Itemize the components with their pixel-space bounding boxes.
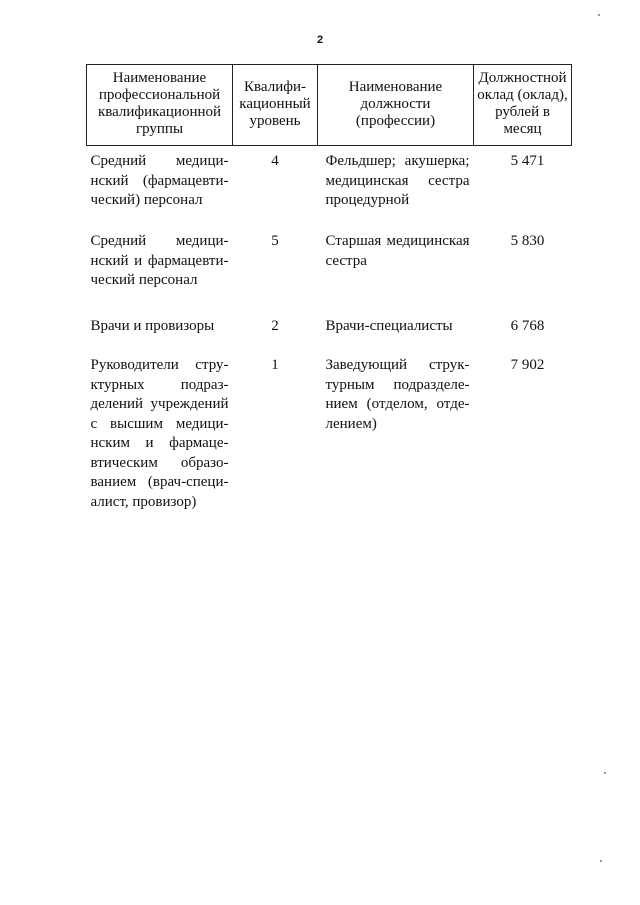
cell-group: Руководители стру-ктурных подраз-делений учреждений с высшим медици-нским и фармаце-втическим образо-ванием (врач-специ-алист, провизор) bbox=[90, 357, 229, 510]
cell-salary: 5 471 bbox=[510, 153, 545, 169]
table-row bbox=[87, 232, 572, 317]
header-position: Наименование должности (профессии) bbox=[318, 65, 474, 146]
table-header-row bbox=[87, 65, 572, 146]
cell-level: 4 bbox=[271, 153, 279, 169]
scan-speck bbox=[600, 860, 602, 862]
cell-salary: 6 768 bbox=[510, 318, 545, 334]
cell-level: 2 bbox=[271, 318, 279, 334]
cell-salary: 7 902 bbox=[510, 357, 545, 373]
header-level: Квалифи-кационный уровень bbox=[233, 65, 318, 146]
cell-level: 5 bbox=[271, 233, 279, 249]
header-group: Наименование профессиональной квалификационной группы bbox=[87, 65, 233, 146]
table-row bbox=[87, 146, 572, 233]
cell-salary: 5 830 bbox=[510, 233, 545, 249]
cell-group: Средний медици-нский и фармацевти-ческий персонал bbox=[90, 233, 229, 288]
cell-group: Средний медици-нский (фармацевти-ческий) персонал bbox=[90, 153, 229, 208]
header-salary: Должностной оклад (оклад), рублей в месяц bbox=[474, 65, 572, 146]
scan-speck bbox=[598, 14, 600, 16]
scan-speck bbox=[604, 772, 606, 774]
cell-position: Заведующий струк-турным подразделе-нием (отделом, отде-лением) bbox=[325, 357, 470, 432]
cell-position: Врачи-специалисты bbox=[325, 318, 453, 334]
page-number: 2 bbox=[316, 34, 324, 46]
cell-level: 1 bbox=[271, 357, 279, 373]
cell-position: Старшая медицинская сестра bbox=[325, 233, 470, 269]
cell-position: Фельдшер; акушерка; медицинская сестра процедурной bbox=[325, 153, 470, 208]
salary-table bbox=[86, 64, 572, 512]
cell-group: Врачи и провизоры bbox=[90, 318, 215, 334]
table-row bbox=[87, 317, 572, 356]
table-row bbox=[87, 356, 572, 512]
